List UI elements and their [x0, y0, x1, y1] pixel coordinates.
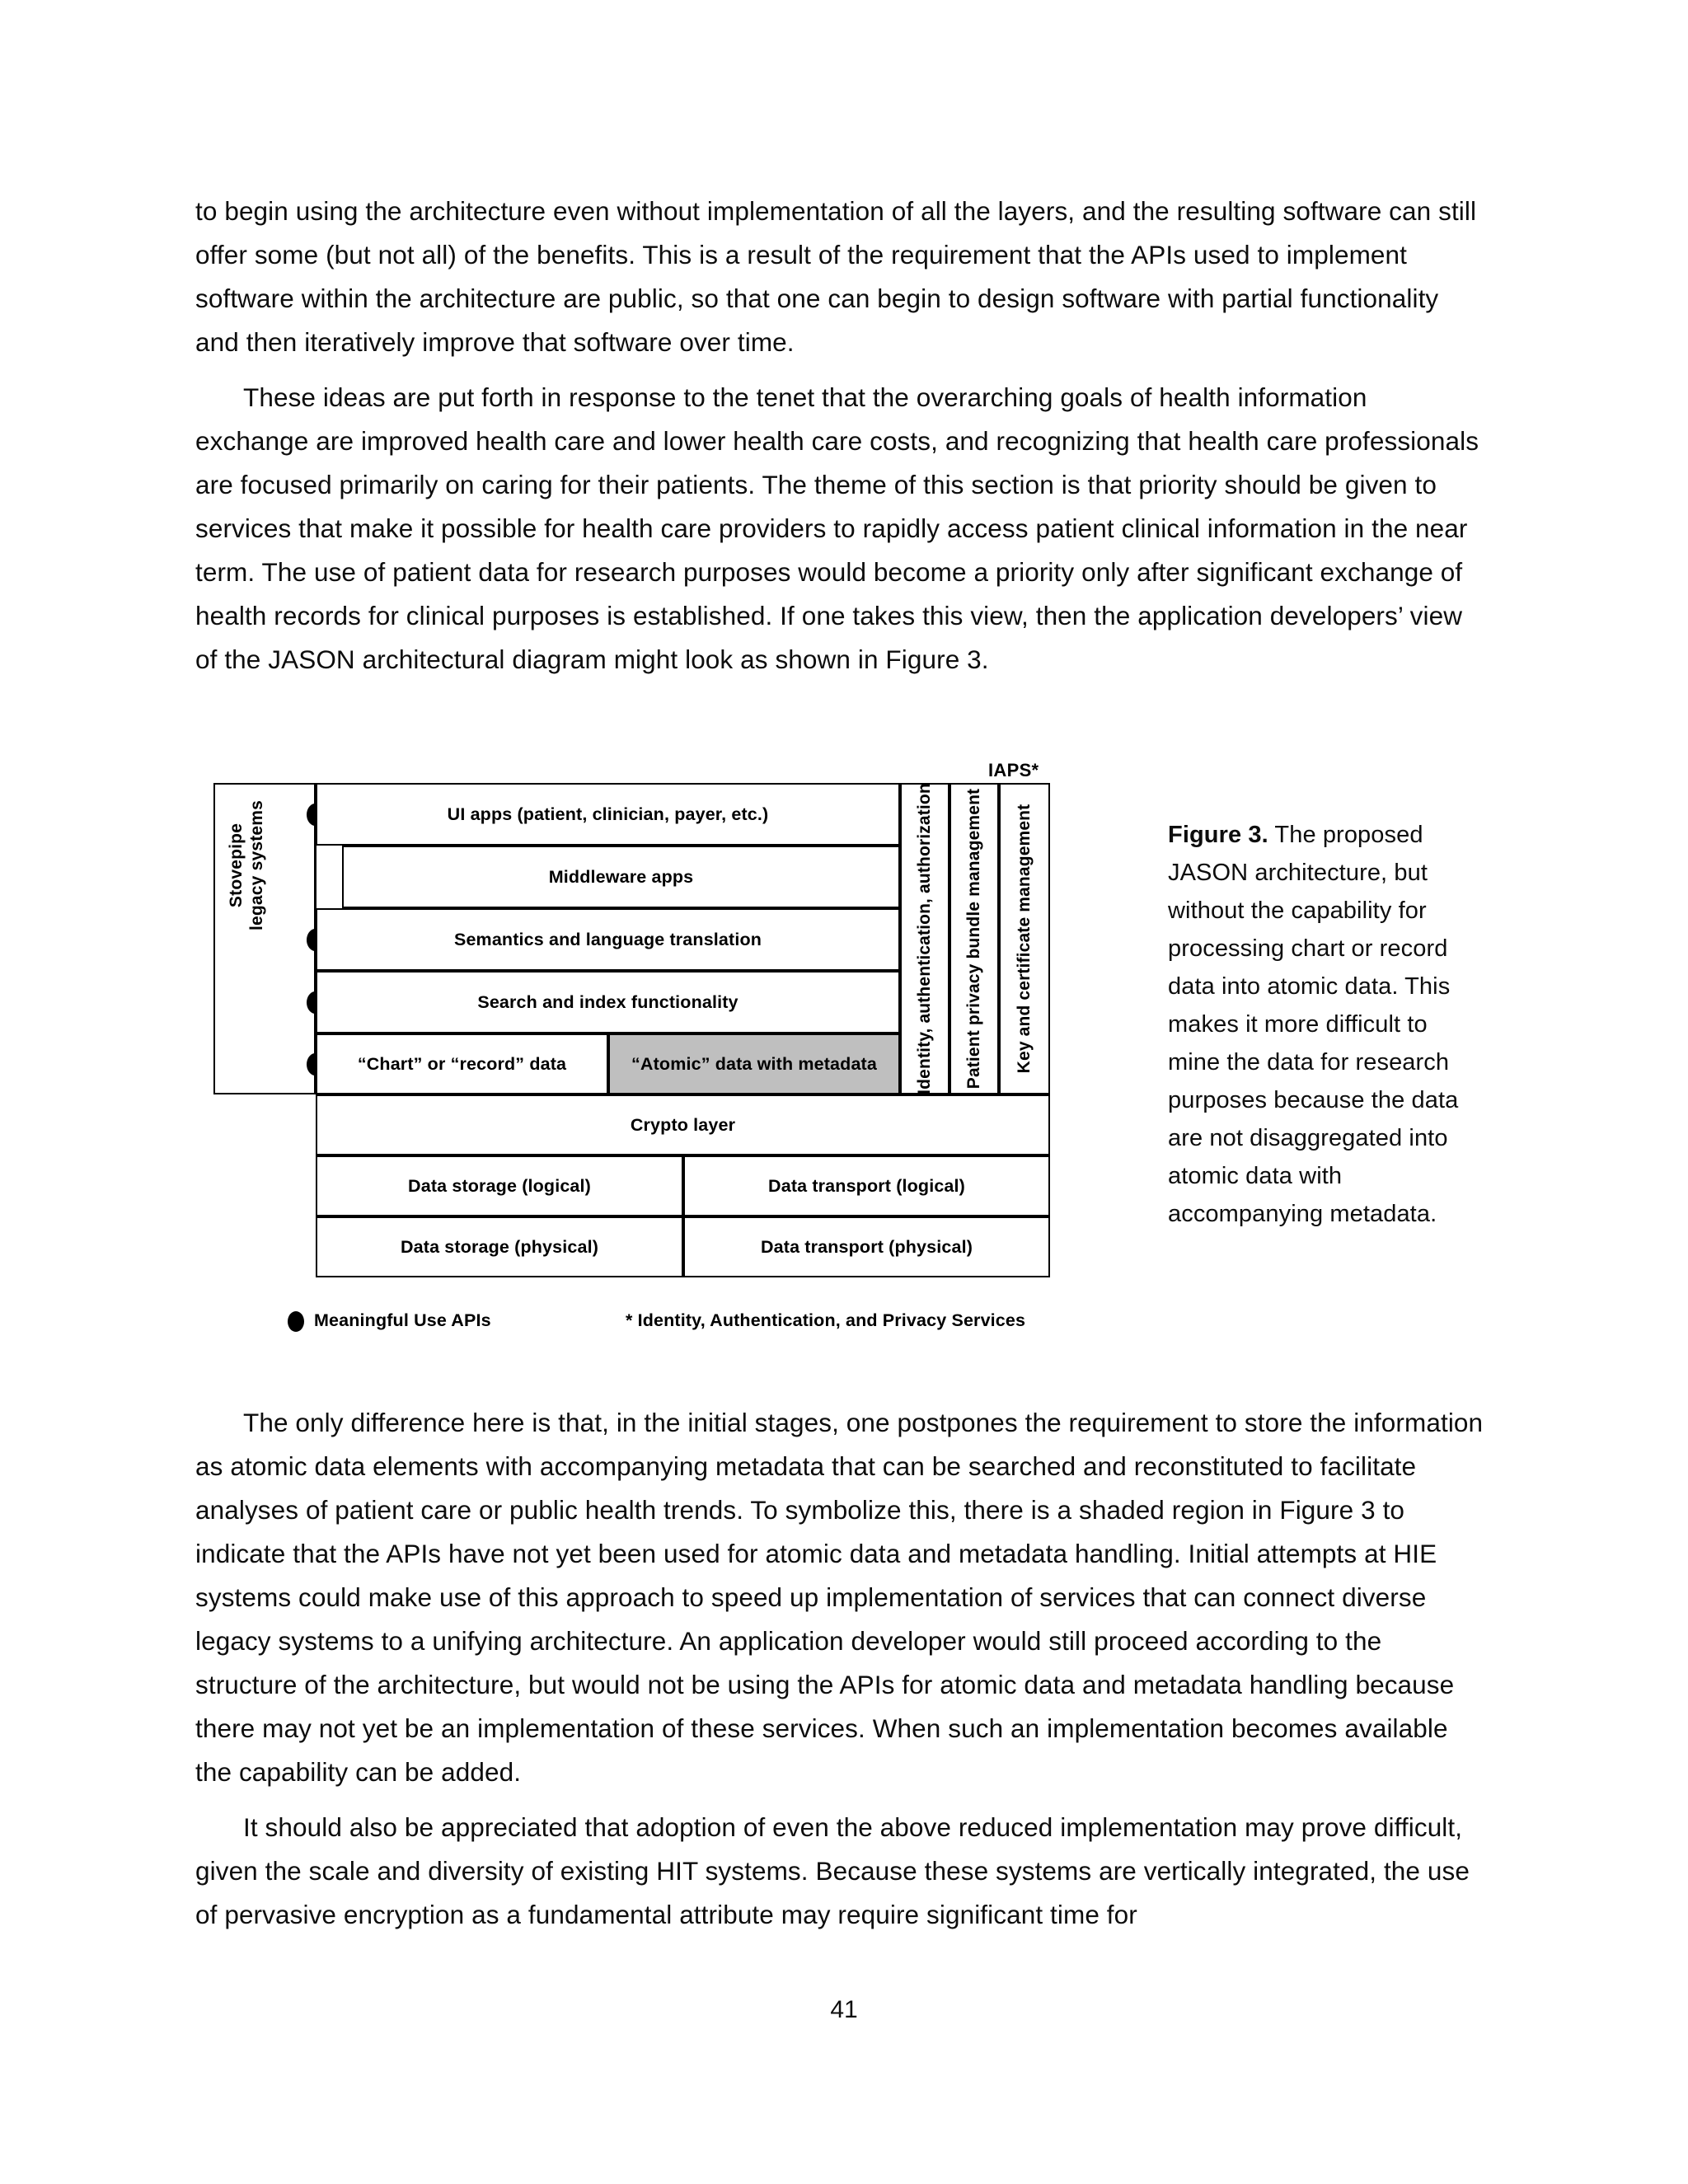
figure-3-block — [195, 746, 1481, 1356]
layer-chart-record-data: “Chart” or “record” data — [316, 1033, 608, 1094]
legend-dot-icon — [288, 1311, 304, 1332]
upper-text-block — [195, 190, 1481, 682]
layer-semantics-translation: Semantics and language translation — [316, 908, 900, 971]
column-identity-authentication — [900, 783, 950, 1094]
layer-data-storage-logical: Data storage (logical) — [316, 1155, 683, 1216]
paragraph-4: It should also be appreciated that adoption of even the above reduced implementation may prove difficult, given the scale and diversity of existing HIT systems. Because these systems are vertically integrated, the use of pervasive encryption as a fundamental attribute may require significant time for — [195, 1812, 1470, 1929]
page-number: 41 — [830, 1996, 858, 2023]
column-key-certificate-label — [1014, 804, 1035, 1074]
layer-data-transport-physical: Data transport (physical) — [683, 1216, 1050, 1277]
column-3-text: Key and certificate management — [1015, 804, 1034, 1074]
lower-text-block — [195, 1401, 1489, 1937]
legend-meaningful-use-apis: Meaningful Use APIs — [314, 1310, 491, 1330]
layer-middleware-apps: Middleware apps — [342, 846, 900, 908]
paragraph-1: to begin using the architecture even without implementation of all the layers, and the resulting software can still offer some (but not all) of the benefits. This is a result of the requirement that the APIs used to implement software within the architecture are public, so that one can begin to design software with partial functionality and then iteratively improve that software over time. — [195, 196, 1477, 357]
column-2-text: Patient privacy bundle management — [964, 788, 983, 1090]
legend-iaps-footnote: * Identity, Authentication, and Privacy Services — [626, 1310, 1026, 1330]
column-patient-privacy-bundle — [950, 783, 999, 1094]
figure-caption-label: Figure 3. — [1168, 822, 1268, 848]
figure-caption — [1168, 816, 1475, 1233]
column-identity-authentication-label — [914, 783, 935, 1094]
stovepipe-label-line-2: legacy systems — [247, 799, 266, 931]
layer-crypto: Crypto layer — [316, 1094, 1050, 1155]
layer-data-storage-physical: Data storage (physical) — [316, 1216, 683, 1277]
layer-ui-apps: UI apps (patient, clinician, payer, etc.) — [316, 783, 900, 846]
column-patient-privacy-label — [964, 789, 985, 1089]
layer-data-transport-logical: Data transport (logical) — [683, 1155, 1050, 1216]
paragraph-2: These ideas are put forth in response to the tenet that the overarching goals of health information exchange are improved health care and lower health care costs, and recognizing that health care professionals are focused primarily on caring for their patients. The theme of this section is that priority should be given to services that make it possible for health care providers to rapidly access patient clinical information in the near term. The use of patient data for research purposes would become a priority only after significant exchange of health records for clinical purposes is established. If one takes this view, then the application developers’ view of the JASON architectural diagram might look as shown in Figure 3. — [195, 382, 1479, 674]
paragraph-3: The only difference here is that, in the initial stages, one postpones the requirement to store the information as atomic data elements with accompanying metadata that can be searched and reconstituted to facilitate analyses of patient care or public health trends. To symbolize this, there is a shaded region in Figure 3 to indicate that the APIs have not yet been used for atomic data and metadata handling. Initial attempts at HIE systems could make use of this approach to speed up implementation of services that can connect diverse legacy systems to a unifying architecture. An application developer would still proceed according to the structure of the architecture, but would not be using the APIs for atomic data and metadata handling because there may not yet be an implementation of these services. When such an implementation becomes available the capability can be added. — [195, 1408, 1484, 1787]
iaps-title-label: IAPS* — [988, 760, 1039, 780]
column-1-text: Identity, authentication, authorization — [915, 783, 934, 1094]
layer-atomic-data-shaded: “Atomic” data with metadata — [608, 1033, 900, 1094]
column-key-certificate-management — [999, 783, 1050, 1094]
architecture-diagram — [213, 746, 1116, 1356]
layer-search-index: Search and index functionality — [316, 971, 900, 1033]
figure-caption-text: The proposed JASON architecture, but without the capability for processing chart or record data into atomic data. This makes it more difficult to mine the data for research purposes because the data are not disaggregated into atomic data with accompanying metadata. — [1168, 822, 1459, 1227]
stovepipe-label-line-1: Stovepipe — [227, 823, 246, 908]
stovepipe-legacy-label — [226, 783, 267, 948]
figure-legend — [288, 1306, 1054, 1339]
